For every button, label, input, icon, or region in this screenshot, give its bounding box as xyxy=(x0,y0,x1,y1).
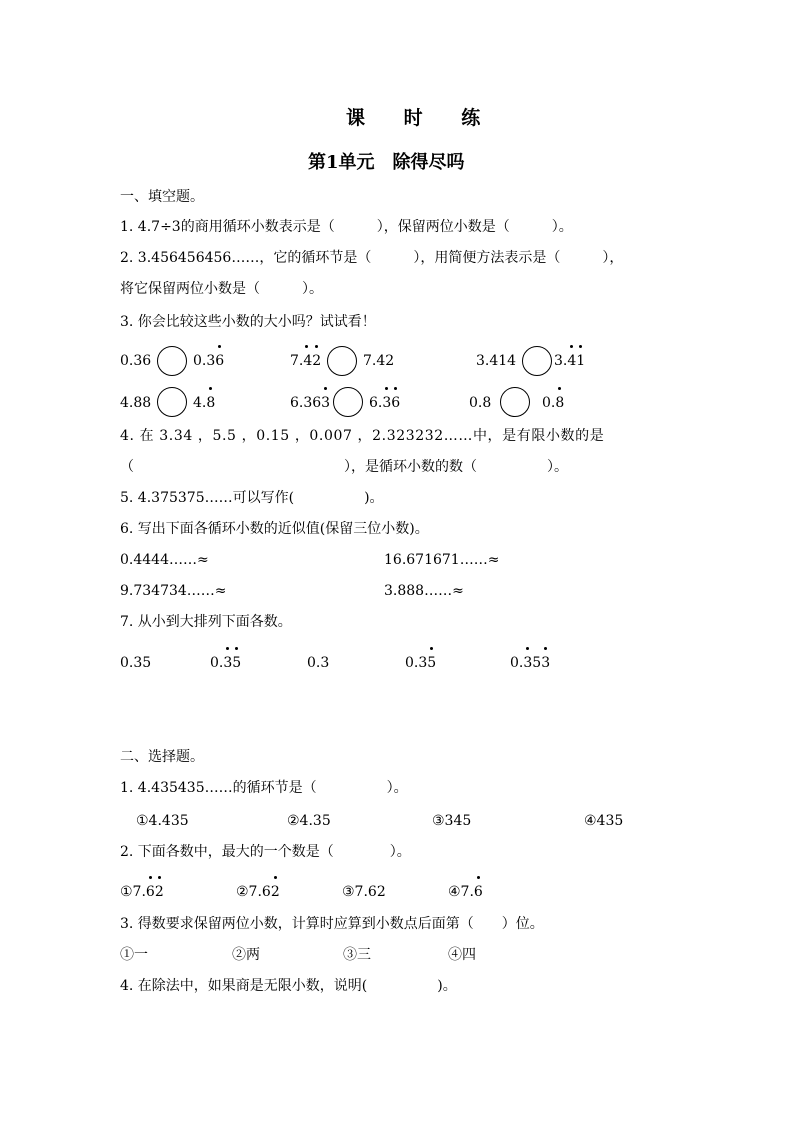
compare-left: 0.8 xyxy=(469,395,492,411)
repeat-dot xyxy=(394,387,397,390)
s1-q1: 1. 4.7÷3的商用循环小数表示是（ ），保留两位小数是（ ）。 xyxy=(120,219,573,235)
compare-circle[interactable] xyxy=(333,387,363,417)
repeat-dot xyxy=(558,387,561,390)
s2-q2: 2. 下面各数中，最大的一个数是（ ）。 xyxy=(120,844,411,860)
compare-right: 3.41 xyxy=(554,352,585,370)
approx-item: 3.888……≈ xyxy=(384,583,464,599)
s2-q3: 3. 得数要求保留两位小数，计算时应算到小数点后面第（ ）位。 xyxy=(120,916,544,932)
choice-option[interactable]: ④四 xyxy=(448,947,476,963)
order-number: 0.3 53 xyxy=(510,654,550,672)
compare-right: 0.36 xyxy=(193,352,224,370)
s1-q7: 7. 从小到大排列下面各数。 xyxy=(120,614,292,630)
repeat-dot xyxy=(158,876,161,879)
repeat-dot xyxy=(226,647,229,650)
s1-q2-line1: 2. 3.456456456……，它的循环节是（ ），用简便方法表示是（ ）， xyxy=(120,250,624,266)
repeat-dot xyxy=(315,345,318,348)
repeat-dot xyxy=(544,647,547,650)
repeat-dot xyxy=(218,345,221,348)
compare-circle[interactable] xyxy=(157,387,187,417)
repeat-dot xyxy=(477,876,480,879)
repeat-dot xyxy=(570,345,573,348)
repeat-dot xyxy=(385,387,388,390)
choice-option[interactable]: ①一 xyxy=(120,947,148,963)
compare-circle[interactable] xyxy=(500,387,530,417)
choice-option[interactable]: ①4.435 xyxy=(136,813,189,829)
compare-left: 3.414 xyxy=(476,353,517,369)
choice-option[interactable]: ①7.6 2 xyxy=(120,883,164,901)
section1-heading: 一、填空题。 xyxy=(120,189,204,205)
page-title: 课 时 练 xyxy=(346,107,497,129)
s1-q5: 5. 4.375375……可以写作( )。 xyxy=(120,490,384,506)
order-number: 0.35 xyxy=(405,654,436,672)
compare-right: 6.3 6 xyxy=(369,394,400,412)
choice-option[interactable]: ④435 xyxy=(584,813,624,829)
compare-left: 6.363 xyxy=(290,394,330,412)
approx-item: 9.734734……≈ xyxy=(120,583,227,599)
repeat-dot xyxy=(305,345,308,348)
order-number: 0.35 xyxy=(120,655,152,671)
repeat-dot xyxy=(324,387,327,390)
compare-circle[interactable] xyxy=(522,346,552,376)
choice-option[interactable]: ③7.62 xyxy=(342,884,386,900)
compare-left: 0.36 xyxy=(120,353,152,369)
section2-heading: 二、选择题。 xyxy=(120,749,204,765)
repeat-dot xyxy=(579,345,582,348)
s1-q6: 6. 写出下面各循环小数的近似值(保留三位小数)。 xyxy=(120,521,429,537)
s2-q4: 4. 在除法中，如果商是无限小数，说明( )。 xyxy=(120,978,457,994)
compare-left: 7.42 xyxy=(290,352,321,370)
compare-right: 0.8 xyxy=(542,394,564,412)
choice-option[interactable]: ③三 xyxy=(343,947,371,963)
choice-option[interactable]: ②7.62 xyxy=(236,883,280,901)
compare-circle[interactable] xyxy=(327,346,357,376)
order-number: 0.3 xyxy=(307,655,330,671)
choice-option[interactable]: ②4.35 xyxy=(287,813,331,829)
compare-right: 7.42 xyxy=(363,353,395,369)
compare-left: 4.88 xyxy=(120,395,152,411)
repeat-dot xyxy=(209,387,212,390)
repeat-dot xyxy=(526,647,529,650)
choice-option[interactable]: ④7.6 xyxy=(448,883,483,901)
choice-option[interactable]: ③345 xyxy=(432,813,472,829)
s1-q2-line2: 将它保留两位小数是（ ）。 xyxy=(120,281,323,297)
compare-circle[interactable] xyxy=(157,346,187,376)
choice-option[interactable]: ②两 xyxy=(232,947,260,963)
repeat-dot xyxy=(149,876,152,879)
repeat-dot xyxy=(274,876,277,879)
unit-subtitle: 第1单元 除得尽吗 xyxy=(308,152,465,173)
order-number: 0.3 5 xyxy=(210,654,241,672)
s2-q1: 1. 4.435435……的循环节是（ ）。 xyxy=(120,780,408,796)
compare-right: 4.8 xyxy=(193,394,215,412)
s1-q3: 3. 你会比较这些小数的大小吗？试试看！ xyxy=(120,314,376,330)
repeat-dot xyxy=(430,647,433,650)
approx-item: 16.671671……≈ xyxy=(384,552,500,568)
s1-q4-line1: 4. 在 3.34 ，5.5 ，0.15 ，0.007 ，2.323232……中，是有限小数的是 xyxy=(120,428,605,444)
repeat-dot xyxy=(235,647,238,650)
s1-q4-line2: （ ），是循环小数的数（ ）。 xyxy=(120,459,568,475)
approx-item: 0.4444……≈ xyxy=(120,552,209,568)
